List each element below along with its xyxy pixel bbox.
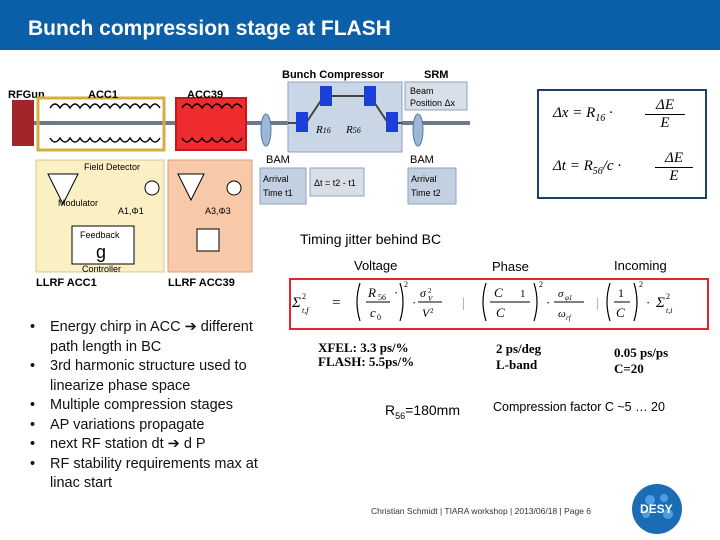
eq2-den: E — [669, 168, 679, 184]
svg-text:φ1: φ1 — [565, 294, 573, 302]
flash-value: FLASH: 5.5ps/% — [318, 354, 415, 369]
arrival2-label-1: Arrival — [411, 174, 437, 184]
bam1-label: BAM — [266, 154, 290, 166]
bullet-item: • AP variations propagate — [30, 416, 205, 433]
acc1-label: ACC1 — [88, 89, 118, 101]
svg-text:C: C — [496, 305, 505, 320]
svg-text:·: · — [646, 295, 651, 310]
beam-position-label-1: Beam — [410, 86, 434, 96]
arrival1-label-2: Time t1 — [263, 188, 293, 198]
svg-text:ω: ω — [558, 308, 566, 320]
bullet-item: • Energy chirp in ACC ➔ different path length in BC — [30, 319, 253, 355]
svg-text:2: 2 — [639, 280, 643, 289]
jitter-equation — [290, 279, 704, 325]
desy-logo-text: DESY — [640, 502, 673, 516]
eq2-fraction — [655, 150, 693, 185]
arrival2-label-2: Time t2 — [411, 188, 441, 198]
a3-label: A3,Φ3 — [205, 206, 231, 216]
svg-text:2: 2 — [428, 287, 432, 295]
svg-text:R: R — [368, 285, 376, 300]
bullet-item: • Multiple compression stages — [30, 397, 233, 413]
eq1-num: ΔE — [656, 97, 674, 113]
svg-text:2: 2 — [302, 292, 306, 301]
gain-label: g — [96, 242, 107, 262]
eq1-den: E — [660, 115, 670, 131]
svg-text:V: V — [422, 306, 430, 320]
svg-text:C: C — [616, 305, 625, 320]
svg-text:σ: σ — [420, 286, 426, 300]
svg-text:Σ: Σ — [292, 295, 301, 311]
svg-text:2: 2 — [666, 292, 670, 301]
svg-text:t,i: t,i — [666, 306, 673, 315]
svg-text:2: 2 — [430, 307, 434, 315]
svg-text:t,f: t,f — [302, 306, 309, 315]
svg-text:|: | — [462, 296, 465, 311]
compression-factor: Compression factor C ~5 … 20 — [493, 400, 665, 414]
incoming-value-1: 0.05 ps/ps — [614, 345, 669, 360]
svg-text:σ: σ — [558, 288, 564, 300]
bullet-list — [30, 318, 280, 494]
bunch-compressor-diagram — [0, 58, 470, 290]
jitter-heading: Timing jitter behind BC — [300, 231, 442, 247]
eq2-num: ΔE — [665, 150, 683, 166]
col-phase: Phase — [492, 259, 529, 274]
bam1-monitor — [261, 114, 271, 146]
svg-text:V: V — [428, 295, 433, 303]
col-voltage: Voltage — [354, 258, 398, 273]
delta-t-label: Δt = t2 - t1 — [314, 178, 356, 188]
r56-value: $R_{56}=180mm$ — [385, 402, 460, 421]
bullet-item: • RF stability requirements max at linac start — [30, 455, 258, 491]
svg-text:56: 56 — [378, 293, 386, 302]
svg-text:|: | — [596, 296, 599, 311]
r16-label: R16 — [316, 124, 331, 136]
bunch-compressor-label: Bunch Compressor — [282, 69, 385, 81]
desy-logo — [632, 484, 682, 534]
phase-value-1: 2 ps/deg — [496, 341, 542, 356]
a1-label: A1,Φ1 — [118, 206, 144, 216]
svg-text:1: 1 — [520, 288, 526, 300]
acc39-label: ACC39 — [187, 89, 224, 101]
svg-text:1: 1 — [618, 286, 624, 300]
rfgun-label: RFGun — [8, 89, 45, 101]
r56-label: R56 — [346, 124, 361, 136]
xfel-value: XFEL: 3.3 ps/% — [318, 340, 409, 355]
svg-text:2: 2 — [404, 280, 408, 289]
field-detector-label: Field Detector — [84, 162, 141, 172]
footer-text: Christian Schmidt | TIARA workshop | 2013/06/18 | Page 6 — [371, 506, 592, 516]
bam2-monitor — [413, 114, 423, 146]
eq-delta-t — [553, 158, 621, 177]
svg-text:c: c — [370, 305, 376, 320]
svg-text:·: · — [412, 295, 417, 310]
eq1-sub: 16 — [595, 113, 606, 124]
eq-delta-x: $\Delta x = R_{16}$ · — [553, 105, 613, 124]
phase-value-2: L-band — [496, 357, 538, 372]
svg-text:rf: rf — [566, 314, 571, 322]
svg-text:0: 0 — [377, 313, 381, 322]
modulator-label: Modulator — [58, 198, 99, 208]
eq1-lhs: Δx = R — [553, 105, 596, 121]
bullet-item: • 3rd harmonic structure used to linearize phase space — [30, 358, 247, 394]
controller-label: Controller — [82, 264, 122, 274]
incoming-value-2: C=20 — [614, 361, 644, 376]
svg-text:2: 2 — [539, 280, 543, 289]
svg-text:·: · — [546, 295, 551, 310]
eq2-mid: /c · — [602, 158, 622, 174]
bam2-label: BAM — [410, 154, 434, 166]
llrf-acc1-label: LLRF ACC1 — [36, 277, 97, 289]
svg-text:·: · — [394, 285, 399, 300]
bullet-item: • next RF station dt ➔ d P — [30, 436, 206, 452]
feedback-label: Feedback — [80, 230, 120, 240]
slide-title: Bunch compression stage at FLASH — [28, 17, 391, 40]
col-incoming: Incoming — [614, 258, 667, 273]
arrival1-label-1: Arrival — [263, 174, 289, 184]
svg-text:Σ: Σ — [656, 295, 665, 311]
beam-position-label-2: Position Δx — [410, 98, 456, 108]
rfgun-block — [12, 100, 34, 146]
eq1-fraction — [645, 97, 685, 132]
llrf-acc39-label: LLRF ACC39 — [168, 277, 235, 289]
srm-label: SRM — [424, 69, 449, 81]
svg-text:C: C — [494, 285, 503, 300]
eq2-lhs: Δt = R — [553, 158, 593, 174]
svg-text:=: = — [332, 295, 341, 311]
eq2-sub: 56 — [592, 166, 603, 177]
